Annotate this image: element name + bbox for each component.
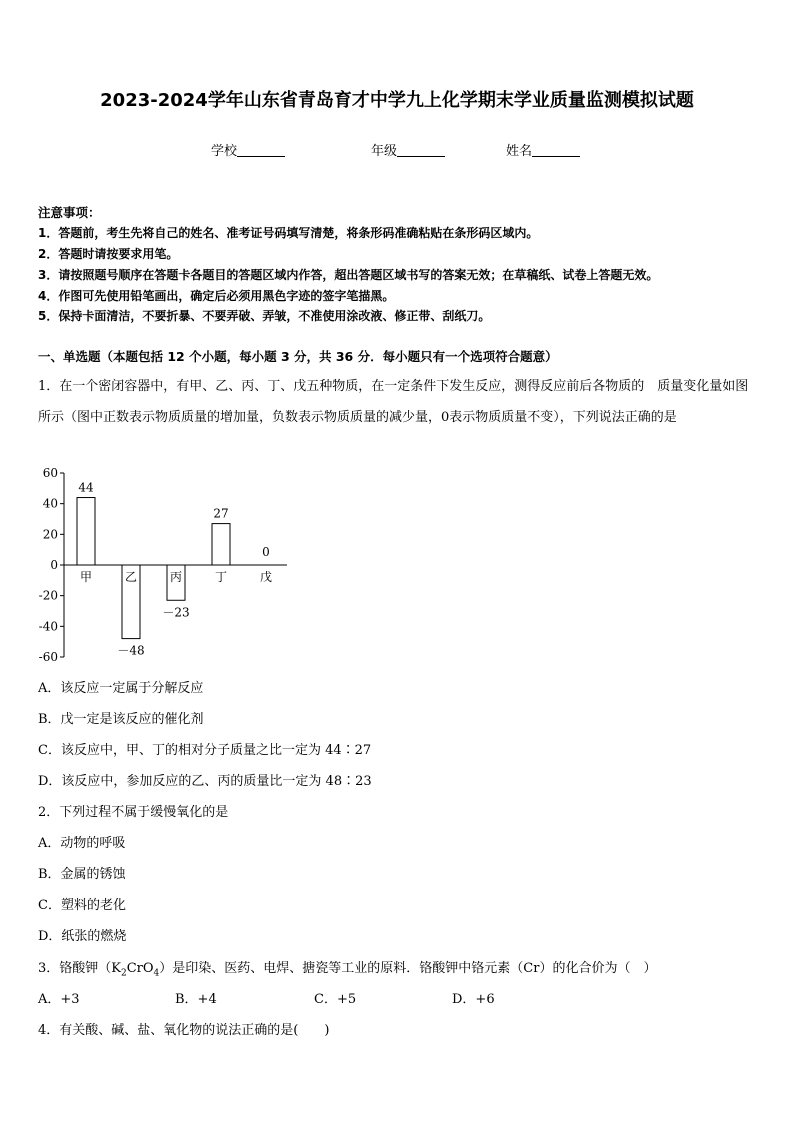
data-label: 27 [213,506,229,521]
y-tick-label: 60 [42,466,58,480]
q2-option-c: C．塑料的老化 [38,898,126,913]
page-title: 2023-2024学年山东省青岛育才中学九上化学期末学业质量监测模拟试题 [100,90,694,111]
notice-item: 4．作图可先使用铅笔画出，确定后必须用黑色字迹的签字笔描黑。 [38,289,395,303]
category-label: 乙 [124,570,138,584]
q3-option-b: B．+4 [175,992,217,1007]
grade-label: 年级 [371,144,398,159]
notice-item: 3．请按照题号顺序在答题卡各题目的答题区域内作答，超出答题区域书写的答案无效；在草稿纸、试卷上答题无效。 [38,268,659,282]
data-label: 44 [78,480,94,495]
y-tick-label: -40 [38,619,58,634]
name-label: 姓名 [506,144,533,159]
category-label: 丙 [169,570,183,584]
category-label: 戊 [259,570,273,584]
bar [212,524,230,565]
q3-option-d: D．+6 [452,992,495,1007]
school-field [211,140,285,159]
school-label: 学校 [211,144,238,159]
q1-option-c: C．该反应中，甲、丁的相对分子质量之比一定为 44∶27 [38,743,372,758]
name-blank [532,144,580,157]
notice-item: 2．答题时请按要求用笔。 [38,247,179,261]
y-tick-label: 20 [42,527,58,542]
q2-option-a: A．动物的呼吸 [38,836,126,851]
notice-heading: 注意事项： [38,205,101,220]
grade-blank [397,144,445,157]
notice-item: 1．答题前，考生先将自己的姓名、准考证号码填写清楚，将条形码准确粘贴在条形码区域内。 [38,226,539,240]
category-label: 甲 [79,570,93,584]
name-field [506,140,580,159]
data-label: －23 [162,605,190,620]
q3-subscript: 2 [120,968,127,979]
grade-field [371,140,445,159]
y-tick-label: -60 [38,650,58,663]
q3-subscript: 4 [153,968,160,979]
notice-item: 5．保持卡面清洁，不要折暴、不要弄破、弄皱，不准使用涂改液、修正带、刮纸刀。 [38,309,491,323]
bar [77,498,95,565]
question-2-stem: 2．下列过程不属于缓慢氧化的是 [38,805,229,820]
y-tick-label: -20 [38,588,58,603]
data-label: －48 [117,643,145,658]
q2-option-d: D．纸张的燃烧 [38,929,127,944]
q1-option-b: B．戊一定是该反应的催化剂 [38,712,204,727]
data-label: 0 [262,545,270,559]
q2-option-b: B．金属的锈蚀 [38,867,126,882]
question-3-stem [38,957,656,979]
school-blank [237,144,285,157]
q3-option-a: A．+3 [38,992,80,1007]
bar-chart [32,463,302,663]
question-4-stem: 4．有关酸、碱、盐、氧化物的说法正确的是( ) [38,1023,330,1038]
category-label: 丁 [214,570,228,584]
q3-option-c: C．+5 [314,992,357,1007]
section-heading: 一、单选题（本题包括 12 个小题，每小题 3 分，共 36 分．每小题只有一个选项符合题意） [38,349,558,364]
q3-stem-part: 3．铬酸钾（K [38,961,121,976]
y-tick-label: 40 [42,496,58,511]
q3-stem-part: CrO [126,961,154,976]
question-1-stem: 1．在一个密闭容器中，有甲、乙、丙、丁、戊五种物质，在一定条件下发生反应，测得反应前后各物质的 质量变化量如图所示（图中正数表示物质质量的增加量，负数表示物质质量的减少量，0表示物质质量不变），下列说法正确的是 [38,379,749,425]
q3-stem-part: ）是印染、医药、电焊、搪瓷等工业的原料．铬酸钾中铬元素（Cr）的化合价为（ ） [159,961,657,976]
y-tick-label: 0 [50,558,58,572]
q1-option-d: D．该反应中，参加反应的乙、丙的质量比一定为 48∶23 [38,774,372,789]
q1-option-a: A．该反应一定属于分解反应 [38,681,204,696]
